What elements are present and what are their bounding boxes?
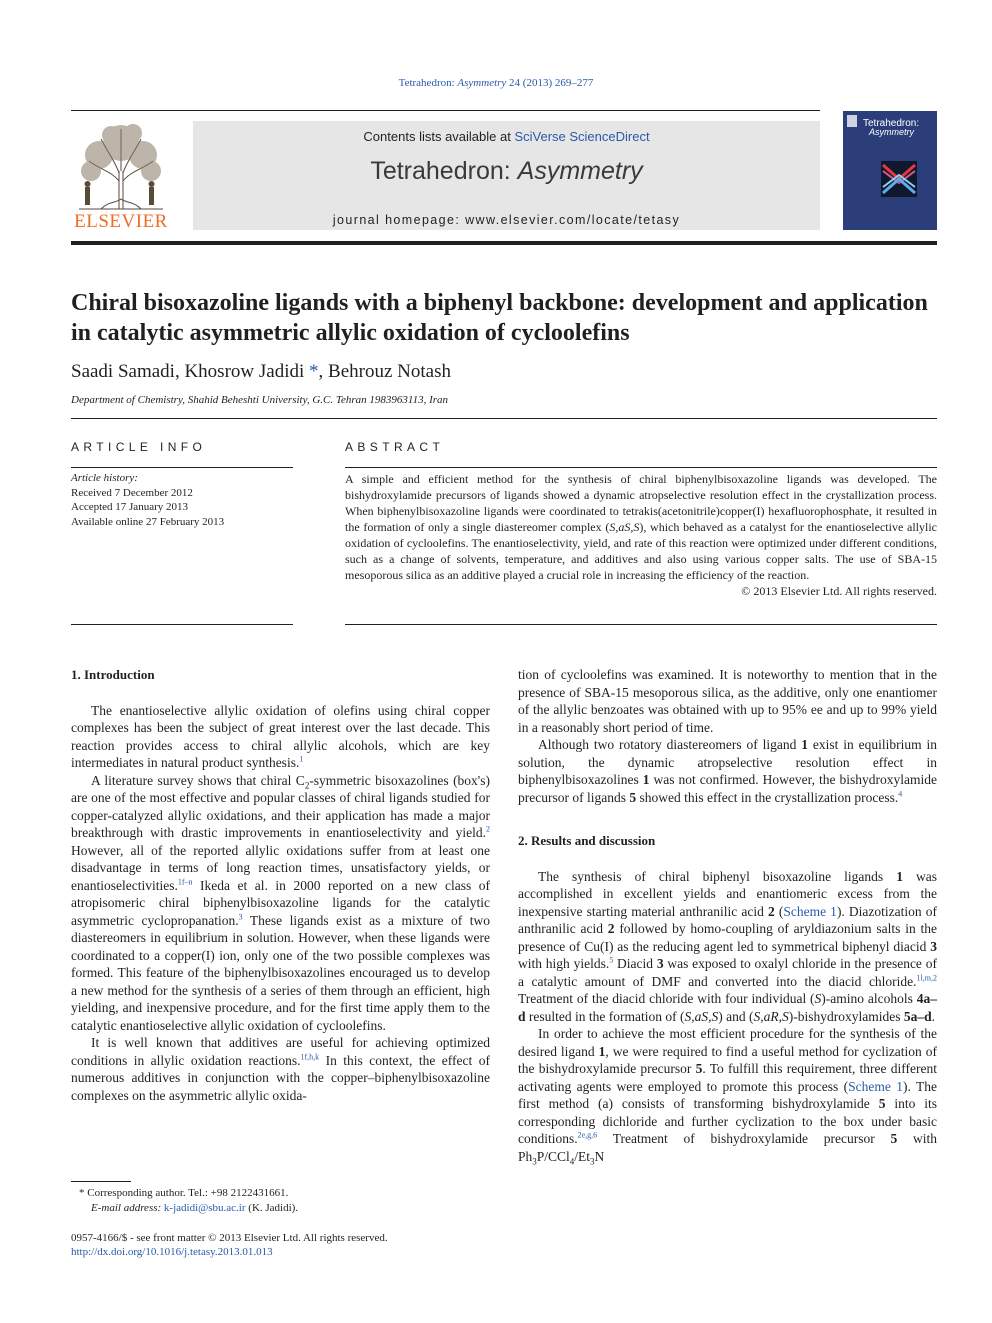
section-heading-results: 2. Results and discussion xyxy=(518,833,656,848)
text: The synthesis of chiral biphenyl bisoxazoline ligands xyxy=(538,868,897,884)
citation-journal[interactable]: Tetrahedron: xyxy=(398,77,458,89)
homepage-url[interactable]: www.elsevier.com/locate/tetasy xyxy=(465,213,681,227)
text: These ligands exist as a mixture of two diastereomers in equilibrium in solution. However, when these ligands were coordinated to a copper(I) ion, only one of the two possible complexes was formed. This feature of the biphenylbisoxazolines encouraged us to develop a new method for the synthesis of a series of them through an efficient, high yielding, and inexpensive procedure, and for the first time apply them to the catalytic enantioselective allylic oxidation of cycloolefins. xyxy=(71,912,490,1033)
cover-title-line: Tetrahedron: xyxy=(863,118,920,129)
elsevier-logo[interactable] xyxy=(71,121,171,231)
section-heading-introduction: 1. Introduction xyxy=(71,667,155,682)
abstract-bottom-rule xyxy=(345,624,937,625)
corresponding-author-footnote xyxy=(71,1186,491,1216)
abstract-heading: ABSTRACT xyxy=(345,440,445,454)
paragraph xyxy=(71,772,490,1035)
affiliation-rule xyxy=(71,418,937,419)
text: )-bishydroxylamides xyxy=(788,1008,904,1024)
history-online: Available online 27 February 2013 xyxy=(71,515,225,528)
right-column xyxy=(518,666,937,1165)
author-jadidi: Khosrow Jadidi xyxy=(184,361,305,382)
paragraph xyxy=(518,1025,937,1165)
cover-art-icon xyxy=(881,161,917,197)
reference-link[interactable]: 1 xyxy=(299,754,304,764)
homepage-prefix: journal homepage: xyxy=(332,213,466,227)
journal-name-main: Tetrahedron: xyxy=(370,157,518,185)
text: with Ph xyxy=(518,1131,937,1164)
affiliation: Department of Chemistry, Shahid Beheshti University, G.C. Tehran 1983963113, Iran xyxy=(71,394,449,406)
citation-journal-italic[interactable]: Asymmetry xyxy=(457,77,507,89)
compound-number: 3 xyxy=(930,938,937,954)
paragraph xyxy=(71,1034,490,1104)
abstract-rule xyxy=(345,467,937,468)
history-label: Article history: xyxy=(71,472,138,484)
reference-link[interactable]: 1l,m,2 xyxy=(916,973,937,982)
stereo-descriptor: S,aS,S xyxy=(684,1008,719,1024)
scheme-link[interactable]: Scheme 1 xyxy=(848,1078,903,1094)
subscript: 4 xyxy=(569,1156,575,1167)
contents-line xyxy=(193,129,820,144)
author-samadi: Saadi Samadi, xyxy=(71,361,185,382)
footnote-email-line xyxy=(71,1201,491,1216)
article-title: Chiral bisoxazoline ligands with a biphenyl backbone: development and application in catalytic asymmetric allylic oxidation of cycloolefins xyxy=(71,290,928,346)
article-info-rule xyxy=(71,467,293,468)
text: ). The first method (a) consists of transforming bishydroxylamide xyxy=(518,1078,937,1111)
reference-link[interactable]: 2 xyxy=(486,824,490,834)
subscript: 2 xyxy=(304,780,310,791)
email-label: E-mail address: xyxy=(91,1202,164,1214)
text: )-amino alcohols xyxy=(821,991,917,1006)
compound-number: 3 xyxy=(656,956,664,971)
journal-name xyxy=(193,157,820,186)
abstract-config: S,aS,S xyxy=(609,520,640,534)
text: was not confirmed. However, the bishydroxylamide precursor of ligands xyxy=(518,772,937,805)
text: -symmetric bisoxazolines (box's) are one of the most effective and popular classes of chiral ligands studied for copper-catalyzed allylic oxidations, and their application has made a major breakthrough with drastic improvements in enantioselectivity and yield. xyxy=(71,772,490,840)
article-info-bottom-rule xyxy=(71,624,293,625)
article-info-heading: ARTICLE INFO xyxy=(71,440,207,454)
text: ( xyxy=(774,903,784,919)
footnote-text: Corresponding author. Tel.: +98 2122431661. xyxy=(84,1187,289,1199)
text: Diacid xyxy=(613,956,657,971)
text: In this context, the effect of numerous additives in conjunction with the copper–biphenylbisoxazoline complexes on the asymmetric allylic oxida- xyxy=(71,1052,490,1103)
compound-number: 1 xyxy=(801,737,808,752)
text: ) and ( xyxy=(718,1008,754,1024)
subscript: 3 xyxy=(532,1156,537,1167)
text: /Et xyxy=(574,1148,591,1164)
journal-citation xyxy=(0,77,992,89)
compound-number: 2 xyxy=(767,903,775,919)
text: showed this effect in the crystallization process. xyxy=(636,789,899,805)
corresponding-author-mark[interactable]: * xyxy=(304,361,319,382)
abstract-body xyxy=(345,471,937,599)
text: ). Diazotization of anthranilic acid xyxy=(518,903,937,936)
elsevier-wordmark: ELSEVIER xyxy=(74,211,168,232)
text: resulted in the formation of ( xyxy=(525,1008,685,1024)
footnote-rule xyxy=(71,1181,131,1182)
article-history xyxy=(71,471,293,529)
text: N xyxy=(594,1148,605,1164)
compound-number: 5 xyxy=(629,789,637,805)
compound-number: 5a–d xyxy=(903,1008,932,1024)
text: Although two rotatory diastereomers of ligand xyxy=(538,737,802,752)
compound-number: 5 xyxy=(695,1061,703,1076)
journal-masthead xyxy=(193,121,820,230)
reference-link[interactable]: 3 xyxy=(238,912,243,921)
text: A literature survey shows that chiral C xyxy=(91,772,305,788)
cover-title xyxy=(863,119,919,137)
subscript: 3 xyxy=(590,1156,595,1167)
text: . To fulfill this requirement, three different activating agents were employed to promote this process ( xyxy=(518,1061,937,1094)
left-column xyxy=(71,666,490,1104)
text: In order to achieve the most efficient procedure for the synthesis of the desired ligand xyxy=(518,1026,937,1059)
email-link[interactable]: k-jadidi@sbu.ac.ir xyxy=(163,1202,246,1214)
compound-number: 2 xyxy=(607,921,615,936)
compound-number: 1 xyxy=(642,772,650,787)
reference-link[interactable]: 4 xyxy=(898,789,903,798)
contents-prefix: Contents lists available at xyxy=(363,129,515,144)
issn-block xyxy=(71,1231,491,1259)
author-notash: , Behrouz Notash xyxy=(318,361,451,382)
text: . xyxy=(931,1008,935,1024)
text: It is well known that additives are useful for achieving optimized conditions in allylic oxidation reactions. xyxy=(71,1035,490,1068)
doi-link[interactable]: http://dx.doi.org/10.1016/j.tetasy.2013.01.013 xyxy=(71,1246,273,1258)
reference-link[interactable]: 5 xyxy=(609,955,614,965)
reference-link[interactable]: 2e,g,6 xyxy=(577,1130,598,1140)
paragraph xyxy=(71,702,490,772)
journal-cover-thumbnail[interactable] xyxy=(843,111,937,230)
compound-number: 5 xyxy=(890,1131,898,1146)
text: P/CCl xyxy=(536,1148,570,1164)
text: Ikeda et al. in 2000 reported on a new class of atropisomeric chiral biphenylbisoxazoline ligands for the catalytic asymmetric cyclopropanation. xyxy=(71,877,490,928)
paragraph xyxy=(518,736,937,806)
text: However, all of the reported allylic oxidations suffer from at least one disadvantage in terms of long reaction times, unsatisfactory yields, or enantioselectivities. xyxy=(71,842,490,893)
text: tion of cycloolefins was examined. It is noteworthy to mention that in the presence of SBA-15 mesoporous silica, as the additive, only one enantiomer of the allylic benzoates was obtained with up to 95% ee and up to 99% yield in a reasonably short period of time. xyxy=(518,667,937,735)
cover-logo-icon xyxy=(847,115,857,127)
compound-number: 5 xyxy=(878,1096,886,1111)
text: , we were required to find a useful method for cyclization of the bishydroxylamide precursor xyxy=(518,1043,937,1076)
masthead-thick-rule xyxy=(71,241,937,245)
text: Treatment of bishydroxylamide precursor xyxy=(597,1131,891,1146)
text: followed by homo-coupling of aryldiazonium salts in the presence of Cu(I) as the reducing agent led to symmetrical biphenyl diacid xyxy=(518,921,937,954)
stereo-descriptor: S,aR,S xyxy=(753,1008,789,1024)
abstract-text-part: ), which behaved as a catalyst for the enantioselective allylic oxidation of cycloolefins. The enantioselectivity, yield, and rate of this reaction were optimized under different conditions, such as a change of solvents, temperature, and additives and also using various copper salts. The use of SBA-15 mesoporous silica as an additive played a crucial role in increasing the efficiency of the reaction. xyxy=(345,520,937,582)
reference-link[interactable]: 1f,h,k xyxy=(300,1052,320,1061)
journal-homepage xyxy=(193,213,820,227)
citation-volume[interactable]: 24 (2013) 269–277 xyxy=(506,77,594,89)
abstract-copyright: © 2013 Elsevier Ltd. All rights reserved. xyxy=(741,584,937,598)
cover-subtitle-line: Asymmetry xyxy=(869,127,914,137)
journal-name-italic: Asymmetry xyxy=(517,157,643,185)
elsevier-tree-icon xyxy=(71,121,171,211)
stereo-descriptor: S xyxy=(814,991,822,1006)
text: was accomplished in excellent yields and enantiomeric excess from the inexpensive starting material anthranilic acid xyxy=(518,868,937,919)
reference-link[interactable]: 1f–n xyxy=(177,877,193,886)
text: Treatment of the diacid chloride with four individual ( xyxy=(518,991,815,1006)
paragraph xyxy=(518,666,937,736)
compound-number: 4a–d xyxy=(518,991,937,1024)
text: with high yields. xyxy=(518,956,610,971)
text: was exposed to oxalyl chloride in the presence of a catalytic amount of DMF and converted into the diacid chloride. xyxy=(518,956,937,989)
header-rule xyxy=(71,110,820,111)
compound-number: 1 xyxy=(598,1043,606,1059)
scheme-link[interactable]: Scheme 1 xyxy=(783,903,837,919)
history-accepted: Accepted 17 January 2013 xyxy=(71,501,188,513)
email-name: (K. Jadidi). xyxy=(245,1202,299,1214)
footnote-line xyxy=(71,1186,491,1201)
paragraph xyxy=(518,868,937,1026)
abstract-text-part: A simple and efficient method for the synthesis of chiral biphenylbisoxazoline ligands was developed. The bishydroxylamide precursors of ligands showed a dynamic atropselective resolution effect in the crystallization process. When biphenylbisoxazoline ligands were coordinated to tetrakis(acetonitrile)copper(I) hexafluorophosphate, it resulted in the formation of only a single diastereomer complex ( xyxy=(345,472,937,534)
compound-number: 1 xyxy=(896,868,903,884)
text: The enantioselective allylic oxidation of olefins using chiral copper complexes has been the subject of great interest over the last decade. This reaction provides access to chiral allylic alcohols, which are key intermediates in natural product synthesis. xyxy=(71,702,490,770)
author-list xyxy=(71,361,451,383)
sciencedirect-link[interactable]: SciVerse ScienceDirect xyxy=(514,129,650,144)
issn-line: 0957-4166/$ - see front matter © 2013 Elsevier Ltd. All rights reserved. xyxy=(71,1232,388,1244)
text: into its corresponding dichloride and further cyclization to the box under basic conditions. xyxy=(518,1096,937,1146)
footnote-star: * xyxy=(79,1187,85,1199)
text: exist in equilibrium in solution, the dynamic atropselective resolution effect in biphenylbisoxazolines xyxy=(518,737,937,787)
history-received: Received 7 December 2012 xyxy=(71,486,193,499)
abstract-text xyxy=(345,471,937,583)
